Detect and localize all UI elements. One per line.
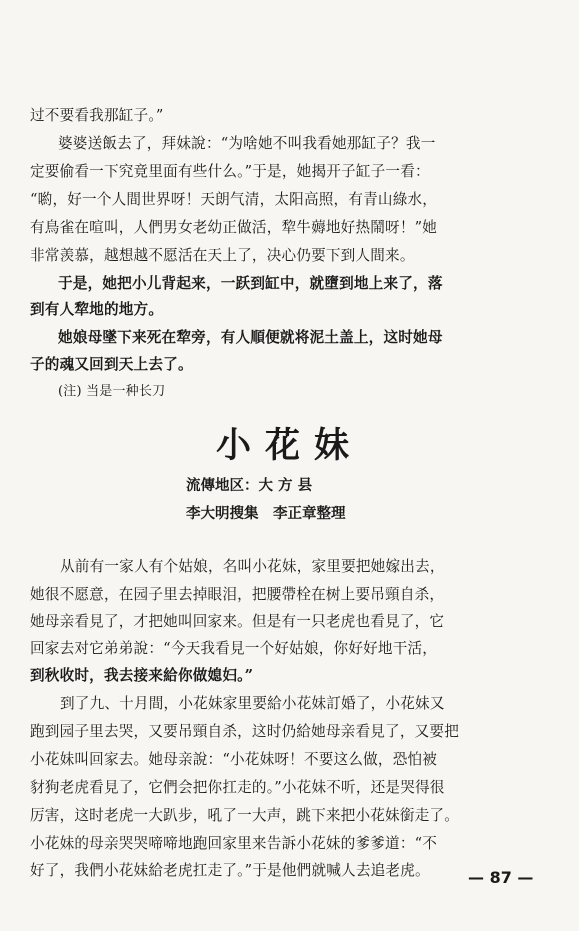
text-line: 定要偷看一下究竟里面有些什么。”于是，她揭开子缸子一看：: [30, 163, 430, 180]
text-line: 她娘母墜下来死在犂旁，有人順便就将泥土盖上，这时她母: [58, 329, 443, 346]
text-line: 小花妹叫回家去。她母亲說：“小花妹呀！不要这么做，恐怕被: [30, 751, 438, 768]
text-line: 她很不愿意，在园子里去掉眼泪，把腰帶栓在树上要吊頸自杀，: [30, 586, 445, 603]
text-line: 到了九、十月間，小花妹家里要給小花妹訂婚了，小花妹又: [60, 695, 445, 712]
footnote: (注) 当是一种长刀: [58, 384, 166, 399]
text-line: 过不要看我那缸子。”: [30, 107, 164, 124]
text-line: 到秋收时，我去接来給你做媳妇。”: [30, 667, 254, 684]
text-line: 豺狗老虎看見了，它們会把你扛走的。”小花妹不听，还是哭得很: [30, 779, 445, 796]
text-line: 婆婆送飯去了，拜妹說：“为啥她不叫我看她那缸子？我一: [58, 135, 436, 152]
text-line: 回家去对它弟弟說：“今天我看見一个好姑娘，你好好地干活，: [30, 640, 438, 657]
text-line: 有鳥雀在喧叫，人們男女老幼正做活，犂牛薅地好热鬧呀！”她: [30, 219, 438, 236]
text-line: 厉害，这时老虎一大趴步，吼了一大声，跳下来把小花妹銜走了。: [30, 807, 460, 824]
story-title: 小花妹: [215, 426, 363, 466]
text-line: 跑到园子里去哭，又要吊頸自杀，这时仍給她母亲看見了，又要把: [30, 723, 460, 740]
text-line: 非常羡慕，越想越不愿活在天上了，决心仍要下到人間来。: [30, 247, 415, 264]
page-number: — 87 —: [468, 868, 534, 887]
story-credits: 李大明搜集 李正章整理: [186, 505, 346, 522]
text-line: 小花妹的母亲哭哭啼啼地跑回家里来告訴小花妹的爹爹道：“不: [30, 835, 438, 852]
text-line: 她母亲看見了，才把她叫回家来。但是有一只老虎也看見了，它: [30, 613, 445, 630]
text-line: 好了，我們小花妹給老虎扛走了。”于是他們就喊人去追老虎。: [30, 862, 430, 879]
text-line: 到有人犂地的地方。: [30, 301, 164, 318]
text-line: “喲，好一个人間世界呀！天朗气清，太阳高照，有青山綠水，: [30, 191, 438, 208]
story-region: 流傳地区：大 方 县: [186, 477, 313, 494]
text-line: 从前有一家人有个姑娘，名叫小花妹，家里要把她嫁出去，: [60, 558, 445, 575]
text-line: 于是，她把小儿背起来，一跃到缸中，就墮到地上来了，落: [58, 275, 443, 292]
text-line: 子的魂又回到天上去了。: [30, 356, 193, 373]
